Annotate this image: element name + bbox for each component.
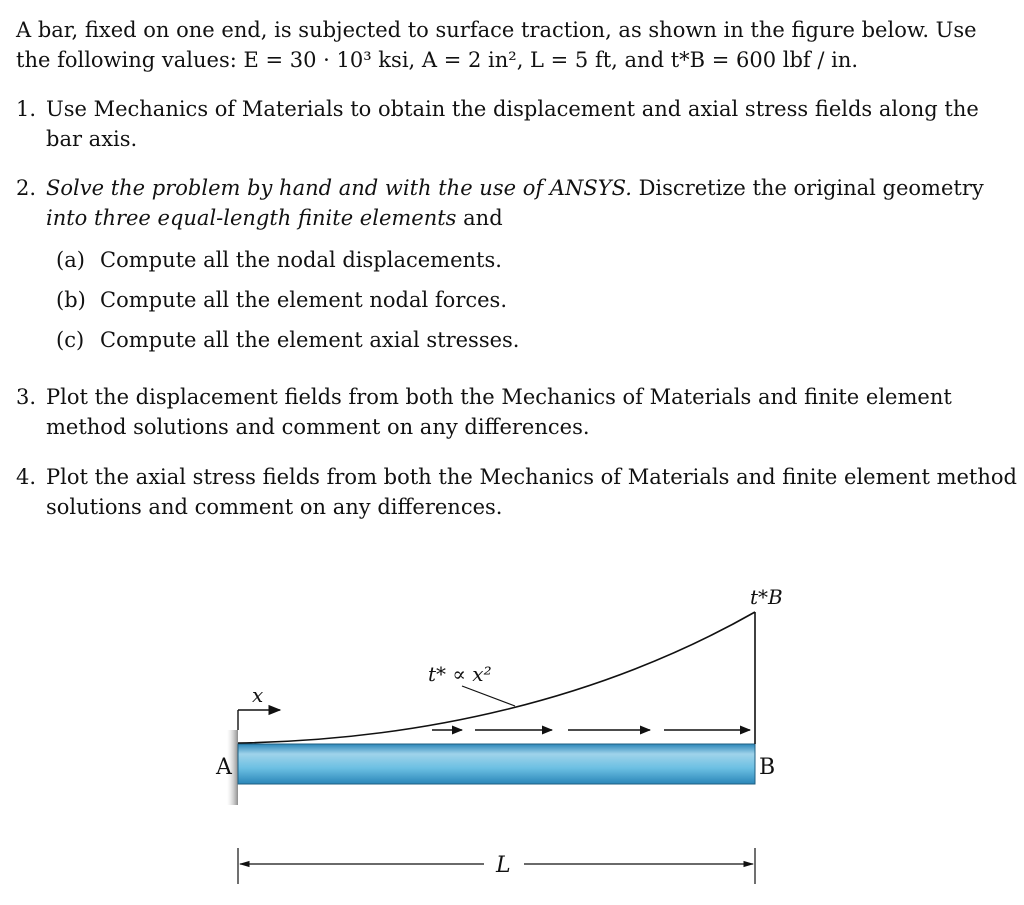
traction-curve — [238, 612, 755, 743]
tip-traction-label: t*B — [750, 585, 783, 609]
item-2-rest-1: Discretize the original geometry — [631, 176, 984, 200]
subitem-label: (b) — [56, 288, 86, 312]
x-axis-label: x — [252, 683, 264, 707]
item-2-line-1 — [46, 173, 988, 203]
item-2-line-2 — [46, 203, 988, 233]
length-label: L — [496, 853, 511, 878]
item-number: 2. — [16, 176, 37, 200]
subitem-b — [56, 285, 507, 315]
traction-label: t* ∝ x² — [428, 662, 492, 686]
intro-line-2: the following values: E = 30 · 10³ ksi, A = 2 in², L = 5 ft, and t*B = 600 lbf / in. — [16, 48, 859, 72]
item-1-line-2: bar axis. — [46, 127, 138, 151]
item-3-line-1: Plot the displacement fields from both the Mechanics of Materials and finite element — [46, 385, 952, 409]
end-label-a: A — [216, 755, 232, 780]
intro-line-1: A bar, fixed on one end, is subjected to surface traction, as shown in the figure below. Use — [16, 18, 977, 42]
subitem-a — [56, 245, 502, 275]
traction-leader-line — [462, 686, 515, 706]
subitem-text: Compute all the element nodal forces. — [100, 288, 507, 312]
bar-body — [238, 744, 755, 784]
subitem-text: Compute all the nodal displacements. — [100, 248, 502, 272]
item-2-italic-1: Solve the problem by hand and with the use of ANSYS. — [46, 176, 632, 200]
item-number: 1. — [16, 97, 37, 121]
item-2-rest-2: and — [456, 206, 503, 230]
item-1-line-1: Use Mechanics of Materials to obtain the displacement and axial stress fields along the — [46, 97, 979, 121]
item-number: 4. — [16, 465, 37, 489]
subitem-c — [56, 325, 520, 355]
item-4-line-2: solutions and comment on any differences. — [46, 495, 503, 519]
bar-traction-figure — [0, 540, 1024, 905]
intro-paragraph — [16, 15, 988, 75]
item-4-line-1: Plot the axial stress fields from both the Mechanics of Materials and finite element method — [46, 465, 1017, 489]
subitem-label: (c) — [56, 328, 85, 352]
subitem-label: (a) — [56, 248, 85, 272]
end-label-b: B — [759, 755, 776, 780]
item-2-italic-2: into three equal-length finite elements — [46, 206, 457, 230]
item-number: 3. — [16, 385, 37, 409]
subitem-text: Compute all the element axial stresses. — [100, 328, 520, 352]
item-3-line-2: method solutions and comment on any differences. — [46, 415, 590, 439]
